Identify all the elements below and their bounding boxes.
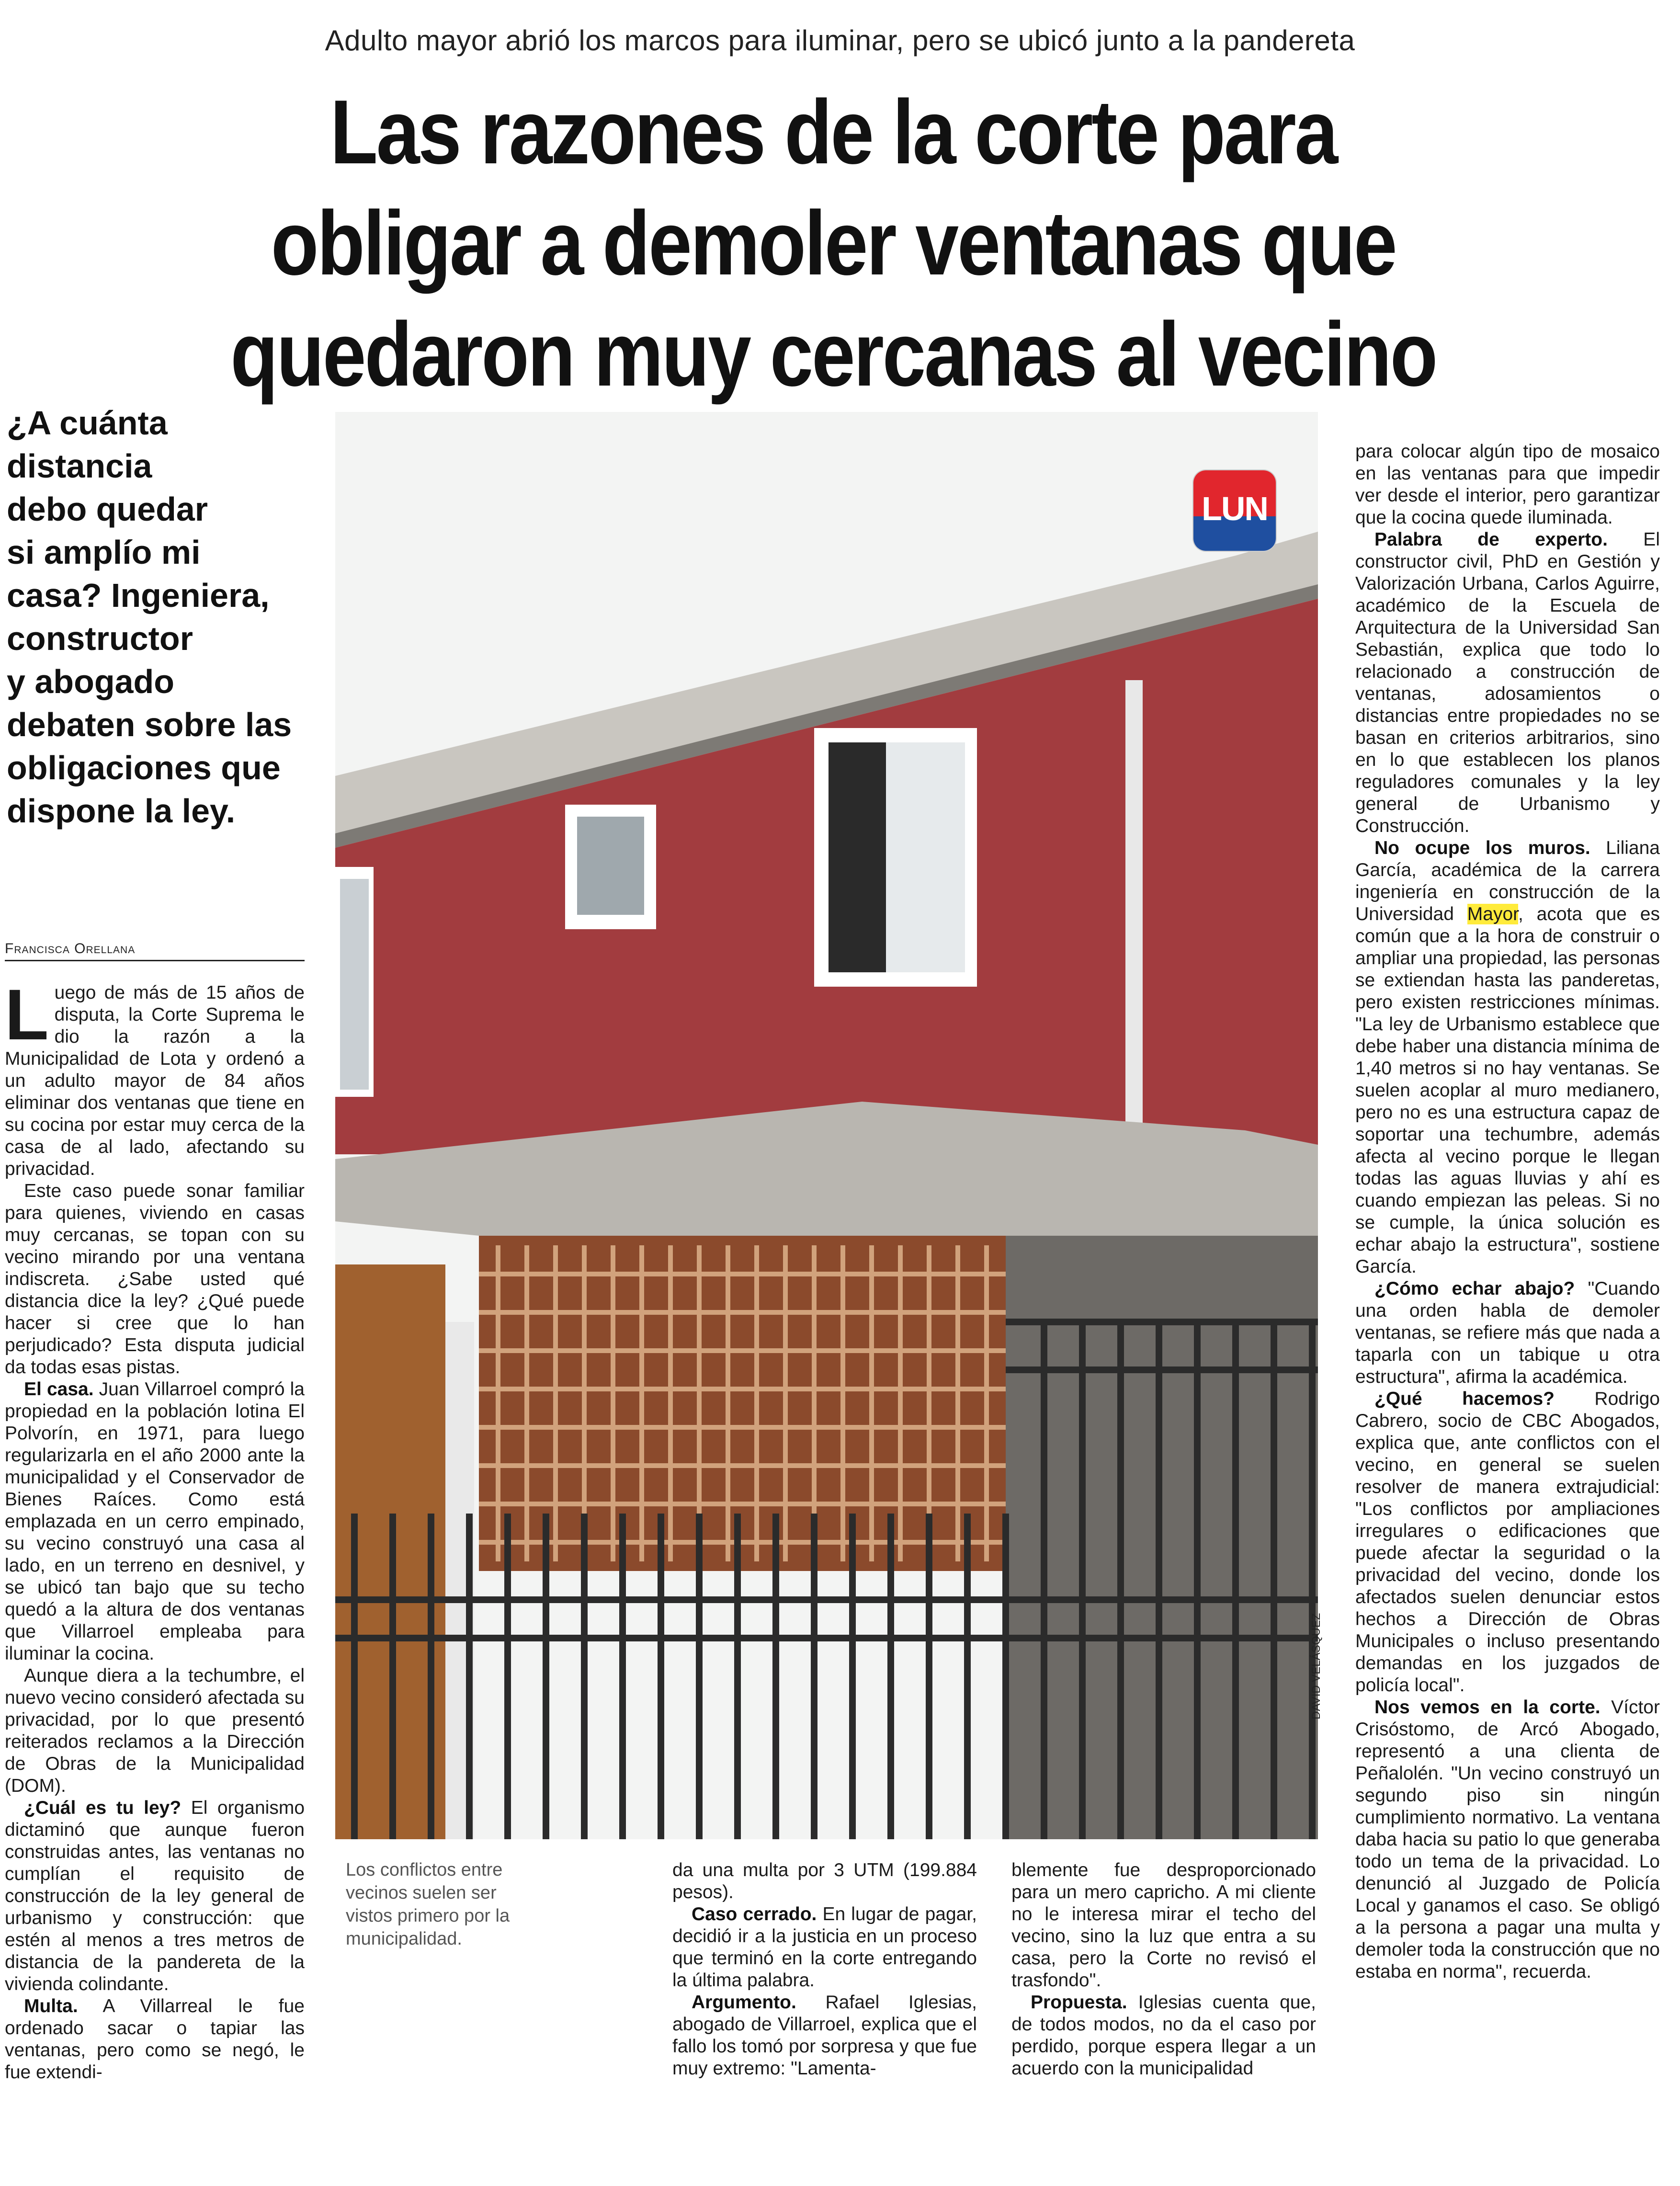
paragraph: "Cuando una orden habla de demoler ventanas, se refiere más que nada a taparla con un tabique u otra estructura", afirma la académica. — [1355, 1278, 1660, 1387]
subhead: Argumento. — [692, 1992, 796, 2013]
deck-line: debo quedar — [7, 490, 208, 528]
byline — [5, 941, 305, 961]
byline-name: Francisca Orellana — [5, 941, 136, 956]
photo-caption: Los conflictos entre vecinos suelen ser vistos primero por la municipalidad. — [346, 1860, 510, 1949]
subhead: Caso cerrado. — [692, 1904, 817, 1924]
paragraph: En lugar de pagar, decidió ir a la justicia en un proceso que terminó en la corte entregando la última palabra. — [672, 1904, 977, 1991]
paragraph: Aunque diera a la techumbre, el nuevo vecino consideró afectada su privacidad, por lo que presentó reiterados reclamos a la Dirección de Obras de la Municipalidad (DOM). — [5, 1665, 305, 1796]
kicker: Adulto mayor abrió los marcos para iluminar, pero se ubicó junto a la pandereta — [325, 24, 1355, 57]
deck-line: constructor — [7, 620, 193, 657]
downpipe — [1125, 680, 1143, 1197]
deck-line: obligaciones que — [7, 749, 281, 786]
paragraph: Iglesias cuenta que, de todos modos, no da el caso por perdido, porque espera llegar a un acuerdo con la municipalidad — [1011, 1992, 1316, 2079]
deck-line: y abogado — [7, 663, 175, 700]
paragraph: Este caso puede sonar familiar para quienes, viviendo en casas muy cercanas, se topan con su vecino mirando por una ventana indiscreta. ¿Sabe usted qué distancia dice la ley? ¿Qué puede hacer si cree que lo han perjudicado? Esta disputa judicial da todas esas pistas. — [5, 1181, 305, 1378]
headline-line-2: obligar a demoler ventanas que — [271, 193, 1396, 294]
logo-text: LUN — [1202, 490, 1268, 527]
headline-line-3: quedaron muy cercanas al vecino — [230, 304, 1436, 405]
subhead: ¿Cómo echar abajo? — [1374, 1278, 1575, 1299]
photo-credit: DAVID VELÁSQUEZ — [1310, 1613, 1323, 1719]
house-photo — [335, 412, 1318, 1839]
paragraph: Rafael Iglesias, abogado de Villarroel, explica que el fallo los tomó por sorpresa y que fue muy extremo: "Lamenta- — [672, 1992, 977, 2079]
subhead: Palabra de experto. — [1374, 529, 1608, 550]
article-column-3 — [1011, 1859, 1316, 2080]
subhead: Multa. — [24, 1996, 78, 2016]
headline-line-1: Las razones de la corte para — [330, 81, 1337, 183]
lun-logo — [1193, 470, 1276, 551]
paragraph: El constructor civil, PhD en Gestión y Valorización Urbana, Carlos Aguirre, académico de la Escuela de Arquitectura de la Universidad San Sebastián, explica que todo lo relacionado a construcción de ventanas, adosamientos o distancias entre propiedades no se basan en criterios arbitrarios, sino en lo que establecen los planos reguladores comunales y la ley general de Urbanismo y Construcción. — [1355, 529, 1660, 836]
article-column-2 — [672, 1859, 977, 2080]
paragraph: Rodrigo Cabrero, socio de CBC Abogados, explica que, ante conflictos con el vecino, en general se suelen resolver de manera extrajudicial: "Los conflictos por ampliaciones irregulares o edificaciones que puede afectar la seguridad o la privacidad del vecino, donde los afectados suelen denunciar estos hechos a Dirección de Obras Municipales o incluso presentando demandas en los juzgados de policía local". — [1355, 1389, 1660, 1696]
house-illustration — [335, 412, 1318, 1839]
article-column-1 — [5, 974, 305, 2084]
paragraph: Víctor Crisóstomo, de Arcó Abogado, representó a una clienta de Peñalolén. "Un vecino construyó un segundo piso sin ningún cumplimiento normativo. La ventana daba hacia su patio lo que generaba todo un tema de la privacidad. Lo denunció al Juzgado de Policía Local y ganamos el caso. Se obligó a la persona a pagar una multa y demoler toda la construcción que no estaba en norma", recuerda. — [1355, 1697, 1660, 1982]
paragraph: , acota que es común que a la hora de construir o ampliar una propiedad, las personas se extiendan hasta las panderetas, pero existen restricciones mínimas. "La ley de Urbanismo establece que debe haber una distancia mínima de 1,40 metros si no hay ventanas. Se suelen acoplar al muro medianero, pero no es una estructura capaz de soportar una techumbre, además afecta al vecino porque le llegan todas las aguas lluvias y ahí es cuando empiezan las peleas. Si no se cumple, la única solución es echar abajo la estructura", sostiene García. — [1355, 904, 1660, 1277]
headline — [199, 77, 1468, 410]
paragraph: Liliana García, académica de la carrera ingeniería en construcción de la Universidad — [1355, 838, 1660, 924]
paragraph: Juan Villarroel compró la propiedad en la población lotina El Polvorín, en 1971, para luego regularizarla en el año 2000 ante la municipalidad y el Conservador de Bienes Raíces. Como está emplazada en un cerro empinado, su vecino construyó una casa al lado, en un terreno en desnivel, y se ubicó tan bajo que su techo quedó a la altura de dos ventanas que Villarroel empleaba para iluminar la cocina. — [5, 1379, 305, 1664]
deck-line: dispone la ley. — [7, 792, 236, 830]
paragraph: El organismo dictaminó que aunque fueron construidas antes, las ventanas no cumplían el requisito de construcción de la ley general de urbanismo y construcción: que estén al menos a tres metros de distancia de la pandereta de la vivienda colindante. — [5, 1798, 305, 1994]
deck-line: si amplío mi — [7, 534, 201, 571]
paragraph: uego de más de 15 años de disputa, la Corte Suprema le dio la razón a la Municipalidad de Lota y ordenó a un adulto mayor de 84 años eliminar dos ventanas que tiene en su cocina por estar muy cerca de la casa de al lado, afectando su privacidad. — [5, 982, 305, 1179]
subhead: ¿Cuál es tu ley? — [24, 1798, 182, 1818]
deck — [7, 401, 313, 832]
subhead: No ocupe los muros. — [1374, 838, 1590, 858]
paragraph: A Villarreal le fue ordenado sacar o tapiar las ventanas, pero como se negó, le fue extendi- — [5, 1996, 305, 2083]
drop-cap: L — [5, 974, 49, 1055]
subhead: ¿Qué hacemos? — [1374, 1389, 1555, 1409]
highlighted-word: Mayor — [1467, 904, 1518, 924]
subhead: El casa. — [24, 1379, 94, 1400]
paragraph: da una multa por 3 UTM (199.884 pesos). — [672, 1860, 977, 1902]
subhead: Nos vemos en la corte. — [1374, 1697, 1601, 1718]
deck-line: casa? Ingeniera, — [7, 577, 270, 614]
subhead: Propuesta. — [1031, 1992, 1127, 2013]
paragraph: blemente fue desproporcionado para un mero capricho. A mi cliente no le interesa mirar el techo del vecino, sino la luz que entra a su casa, pero la Corte no revisó el trasfondo". — [1011, 1860, 1316, 1991]
article-column-4 — [1355, 441, 1660, 1983]
deck-line: debaten sobre las — [7, 706, 292, 743]
deck-line: ¿A cuánta distancia — [7, 404, 168, 485]
paragraph: para colocar algún tipo de mosaico en las ventanas para que impedir ver desde el interior, pero garantizar que la cocina quede iluminada. — [1355, 441, 1660, 528]
